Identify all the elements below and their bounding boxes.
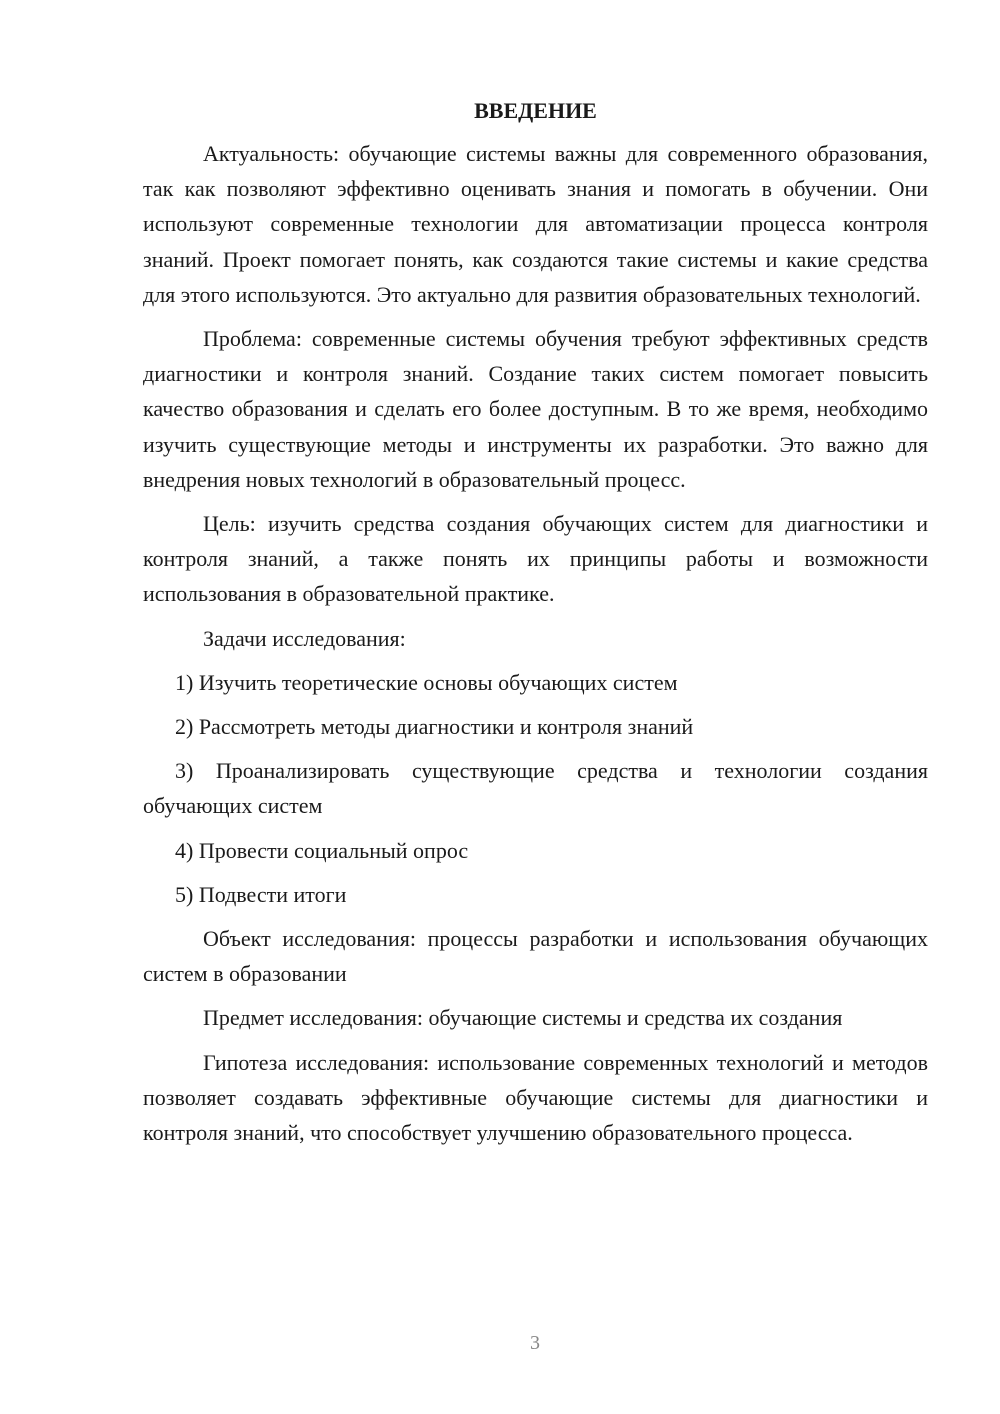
page-content [143, 93, 928, 1150]
paragraph-subject: Предмет исследования: обучающие системы и средства их создания [203, 1005, 843, 1031]
paragraph-problem: Проблема: современные системы обучения требуют эффективных средств диагностики и контроля знаний. Создание таких систем помогает повысить качество образования и сделать его более доступным. В то же время, необходимо изучить существующие методы и инструменты их разработки. Это важно для внедрения новых технологий в образовательный процесс. [143, 326, 928, 492]
paragraph-relevance: Актуальность: обучающие системы важны для современного образования, так как позволяют эффективно оценивать знания и помогать в обучении. Они используют современные технологии для автоматизации процесса контроля знаний. Проект помогает понять, как создаются такие системы и какие средства для этого используются. Это актуально для развития образовательных технологий. [143, 141, 928, 307]
paragraph-goal: Цель: изучить средства создания обучающих систем для диагностики и контроля знаний, а также понять их принципы работы и возможности использования в образовательной практике. [143, 511, 928, 607]
section-heading: ВВЕДЕНИЕ [474, 98, 597, 123]
task-item: 5) Подвести итоги [175, 881, 347, 907]
paragraph-object: Объект исследования: процессы разработки и использования обучающих систем в образовании [143, 926, 928, 987]
paragraph-hypothesis: Гипотеза исследования: использование современных технологий и методов позволяет создавать эффективные обучающие системы для диагностики и контроля знаний, что способствует улучшению образовательного процесса. [143, 1049, 928, 1146]
task-item: 4) Провести социальный опрос [175, 837, 469, 863]
task-item: 2) Рассмотреть методы диагностики и контроля знаний [175, 714, 694, 740]
page-number: 3 [530, 1332, 540, 1354]
task-item: 3) Проанализировать существующие средства и технологии создания обучающих систем [143, 758, 928, 819]
task-item: 1) Изучить теоретические основы обучающих систем [175, 669, 678, 695]
paragraph-tasks-intro: Задачи исследования: [203, 625, 406, 651]
